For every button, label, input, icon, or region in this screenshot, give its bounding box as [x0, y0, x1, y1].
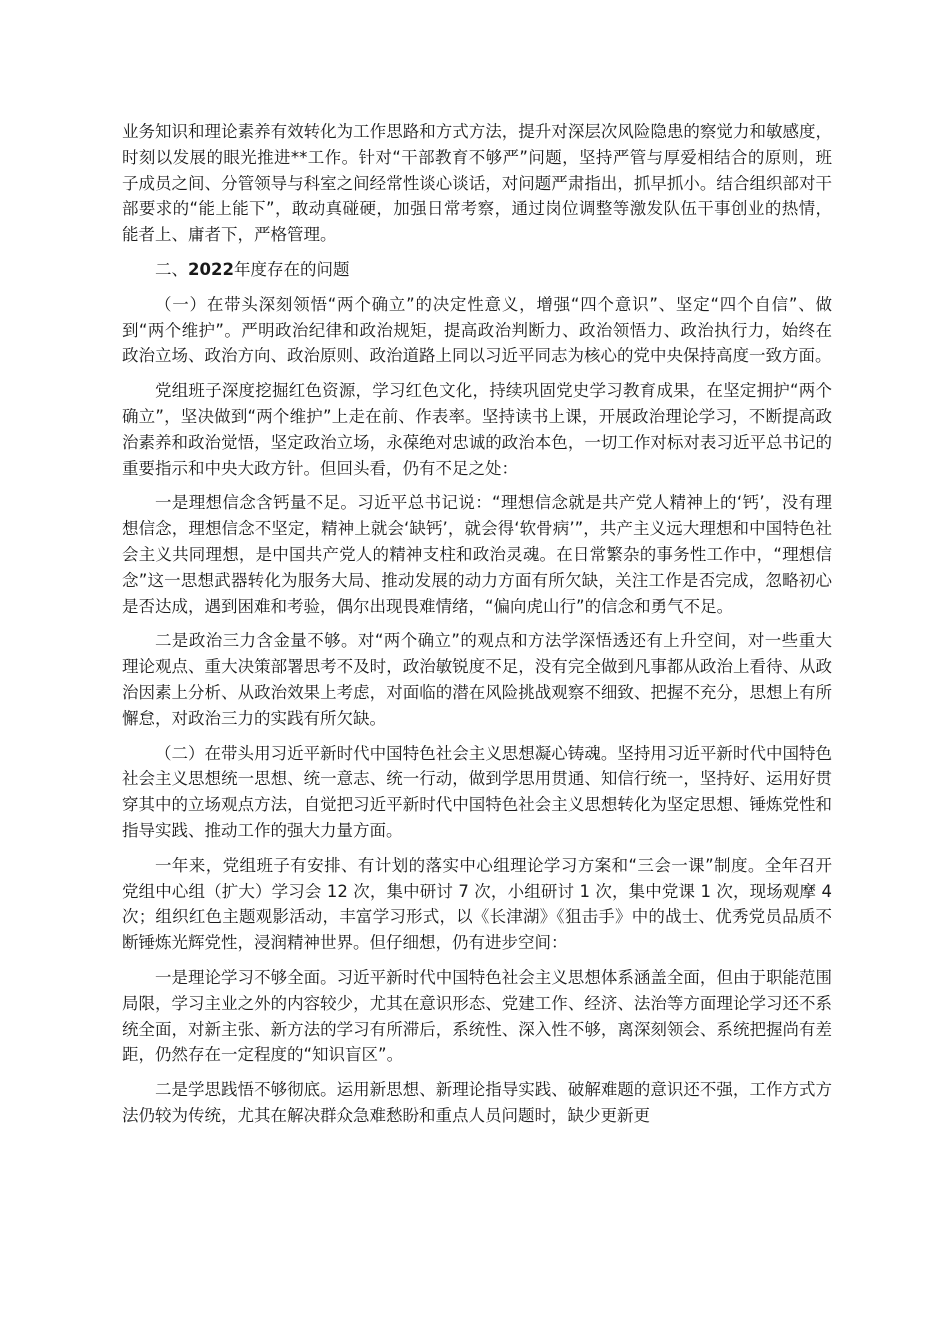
paragraph-continued: 业务知识和理论素养有效转化为工作思路和方式方法，提升对深层次风险隐患的察觉力和敏感度，时刻以发展的眼光推进**工作。针对“干部教育不够严”问题，坚持严管与厚爱相结合的原则，班子成员之间、分管领导与科室之间经常性谈心谈话，对问题严肃指出，抓早抓小。结合组织部对干部要求的“能上能下”，敢动真碰硬，加强日常考察，通过岗位调整等激发队伍干事创业的热情，能者上、庸者下，严格管理。	[122, 122, 832, 245]
heading-prefix: 二、	[155, 259, 188, 279]
document-body	[122, 119, 832, 1138]
paragraph: 一是理想信念含钙量不足。习近平总书记说：“理想信念就是共产党人精神上的‘钙’，没有理想信念，理想信念不坚定，精神上就会‘缺钙’，就会得‘软骨病’”，共产主义远大理想和中国特色社会主义共同理想，是中国共产党人的精神支柱和政治灵魂。在日常繁杂的事务性工作中，“理想信念”这一思想武器转化为服务大局、推动发展的动力方面有所欠缺，关注工作是否完成，忽略初心是否达成，遇到困难和考验，偶尔出现畏难情绪，“偏向虎山行”的信念和勇气不足。	[122, 493, 832, 616]
paragraph: 一是理论学习不够全面。习近平新时代中国特色社会主义思想体系涵盖全面，但由于职能范围局限，学习主业之外的内容较少，尤其在意识形态、党建工作、经济、法治等方面理论学习还不系统全面，对新主张、新方法的学习有所滞后，系统性、深入性不够，离深刻领会、系统把握尚有差距，仍然存在一定程度的“知识盲区”。	[122, 967, 832, 1065]
subsection-two-heading: （二）在带头用习近平新时代中国特色社会主义思想凝心铸魂。坚持用习近平新时代中国特色社会主义思想统一思想、统一意志、统一行动，做到学思用贯通、知信行统一，坚持好、运用好贯穿其中的立场观点方法，自觉把习近平新时代中国特色社会主义思想转化为坚定思想、锤炼党性和指导实践、推动工作的强大力量方面。	[122, 743, 832, 840]
heading-year: 2022	[188, 259, 234, 279]
paragraph: 二是学思践悟不够彻底。运用新思想、新理论指导实践、破解难题的意识还不强，工作方式方法仍较为传统，尤其在解决群众急难愁盼和重点人员问题时，缺少更新更	[122, 1080, 832, 1125]
heading-suffix: 年度存在的问题	[233, 259, 350, 279]
paragraph: 党组班子深度挖掘红色资源，学习红色文化，持续巩固党史学习教育成果，在坚定拥护“两个确立”，坚决做到“两个维护”上走在前、作表率。坚持读书上课，开展政治理论学习，不断提高政治素养和政治觉悟，坚定政治立场，永葆绝对忠诚的政治本色，一切工作对标对表习近平总书记的重要指示和中央大政方针。但回头看，仍有不足之处：	[122, 381, 832, 478]
paragraph: 一年来，党组班子有安排、有计划的落实中心组理论学习方案和“三会一课”制度。全年召开党组中心组（扩大）学习会 12 次，集中研讨 7 次，小组研讨 1 次，集中党课 1 次，现场观摩 4 次；组织红色主题观影活动，丰富学习形式，以《长津湖》《狙击手》中的战士、优秀党员品质不断锤炼光辉党性，浸润精神世界。但仔细想，仍有进步空间：	[122, 855, 832, 953]
subsection-one-heading: （一）在带头深刻领悟“两个确立”的决定性意义，增强“四个意识”、坚定“四个自信”、做到“两个维护”。严明政治纪律和政治规矩，提高政治判断力、政治领悟力、政治执行力，始终在政治立场、政治方向、政治原则、政治道路上同以习近平同志为核心的党中央保持高度一致方面。	[122, 294, 832, 366]
paragraph: 二是政治三力含金量不够。对“两个确立”的观点和方法学深悟透还有上升空间，对一些重大理论观点、重大决策部署思考不及时，政治敏锐度不足，没有完全做到凡事都从政治上看待、从政治因素上分析、从政治效果上考虑，对面临的潜在风险挑战观察不细致、把握不充分，思想上有所懈怠，对政治三力的实践有所欠缺。	[122, 631, 832, 728]
section-heading-2022-problems	[122, 257, 832, 283]
